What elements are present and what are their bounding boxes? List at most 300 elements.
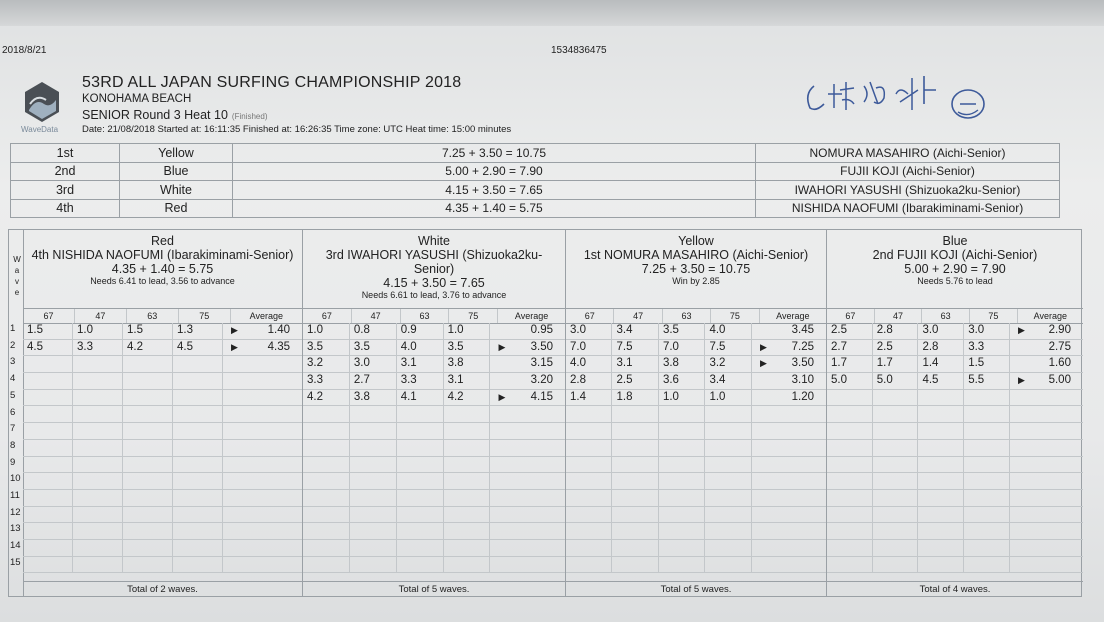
judge-score [566,523,612,539]
wave-row [566,323,826,340]
judge-score [123,557,173,573]
wave-row [23,457,302,474]
judge-score [303,406,350,422]
wave-average [752,473,826,489]
wave-rows [23,323,302,573]
judge-score [123,457,173,473]
judge-score [873,557,919,573]
athlete-column-white [303,230,566,596]
judge-score: 3.4 [612,323,658,339]
judge-score [827,473,873,489]
judge-score [173,490,223,506]
wave-average: ▶ 4.15 [490,390,565,406]
wave-row [23,523,302,540]
judge-score: 4.5 [918,373,964,389]
judge-score [566,440,612,456]
judge-score [123,523,173,539]
wave-number: 12 [10,506,21,518]
judge-score [918,406,964,422]
wave-row [303,356,565,373]
judge-score [350,523,397,539]
wave-average [223,523,302,539]
wave-number: 2 [10,339,16,351]
judge-score [918,507,964,523]
judge-score [705,540,751,556]
judge-score [612,523,658,539]
wave-average: 3.45 [791,324,815,336]
wave-row [566,457,826,474]
judge-score [918,440,964,456]
counted-wave-arrow-icon: ▶ [1017,375,1025,386]
judge-score [23,540,73,556]
wave-average [223,423,302,439]
judge-score: 3.3 [964,340,1010,356]
judge-score: 1.0 [73,323,123,339]
judge-score [73,457,123,473]
judge-score: 1.4 [566,390,612,406]
athlete-score: 5.00 + 2.90 = 7.90 [904,262,1006,276]
judge-score [659,523,705,539]
judge-score [705,490,751,506]
judge-header-row [566,308,826,324]
wave-number: 6 [10,406,16,418]
round-label: SENIOR Round 3 Heat 10 [82,108,228,122]
wave-average [752,523,826,539]
wave-row [827,473,1083,490]
wave-row [827,323,1083,340]
wave-row [566,540,826,557]
judge-score [303,540,350,556]
judge-score [873,440,919,456]
wave-average [490,557,565,573]
counted-wave-arrow-icon: ▶ [759,358,767,369]
wave-label-letter: e [14,288,20,297]
wave-average [752,490,826,506]
wave-row [566,423,826,440]
wave-average [490,490,565,506]
judge-score: 3.0 [350,356,397,372]
judge-score [566,557,612,573]
judge-score [397,440,444,456]
wave-row [827,523,1083,540]
judge-score [873,390,919,406]
counted-wave-arrow-icon: ▶ [498,341,506,352]
judge-score: 3.5 [350,340,397,356]
summary-name: FUJII KOJI (Aichi-Senior) [756,162,1060,181]
wave-row [566,523,826,540]
wave-average: ▶ 1.40 [223,323,302,339]
wave-row [566,473,826,490]
judge-score: 1.0 [705,390,751,406]
judge-score [659,507,705,523]
waves-total: Total of 5 waves. [303,581,565,596]
judge-score [964,473,1010,489]
judge-score [397,557,444,573]
athlete-note: Needs 6.61 to lead, 3.76 to advance [361,290,507,300]
judge-score: 4.0 [397,340,444,356]
judge-score [659,440,705,456]
wave-row [303,457,565,474]
judge-score [659,490,705,506]
wave-average [490,457,565,473]
wave-average [752,423,826,439]
wave-average [752,406,826,422]
event-title: 53RD ALL JAPAN SURFING CHAMPIONSHIP 2018 [82,74,462,91]
judge-score [123,406,173,422]
judge-score [444,557,491,573]
summary-color: Blue [120,162,233,181]
wave-label-letter: v [15,277,19,286]
judge-score [303,457,350,473]
judge-score [23,473,73,489]
counted-wave-arrow-icon: ▶ [759,341,767,352]
summary-score: 7.25 + 3.50 = 10.75 [233,144,756,163]
summary-row [11,162,1060,181]
judge-score [350,440,397,456]
wave-average [490,440,565,456]
judge-score: 3.6 [659,373,705,389]
judge-score: 3.5 [303,340,350,356]
judge-score [964,440,1010,456]
judge-score: 1.8 [612,390,658,406]
judge-score [303,423,350,439]
counted-wave-arrow-icon: ▶ [498,391,506,402]
round-heat [82,108,268,122]
wave-average [223,473,302,489]
judge-score [873,406,919,422]
wave-number: 10 [10,473,21,485]
judge-score [173,507,223,523]
judge-score [918,390,964,406]
judge-score [918,490,964,506]
judge-score: 4.5 [173,340,223,356]
judge-score: 2.7 [350,373,397,389]
athlete-note: Needs 6.41 to lead, 3.56 to advance [90,276,235,286]
judge-score [566,490,612,506]
judge-score [23,457,73,473]
wave-average [223,457,302,473]
judge-score: 5.5 [964,373,1010,389]
judge-score [397,523,444,539]
wave-row [23,340,302,357]
wave-row [23,440,302,457]
status-label: (Finished) [231,112,268,121]
wave-average: 2.75 [1048,340,1071,353]
judge-score: 3.1 [397,356,444,372]
wave-average: 3.15 [530,357,554,370]
judge-score [873,423,919,439]
wave-number: 1 [10,323,16,334]
judge-score [827,490,873,506]
judge-score [659,423,705,439]
judge-score: 2.5 [827,323,873,339]
judge-score [918,557,964,573]
wave-average [223,406,302,422]
judge-score [73,540,123,556]
waves-total: Total of 4 waves. [827,581,1083,596]
judge-header: 63 [922,309,970,323]
judge-score: 2.8 [918,340,964,356]
wave-row [303,557,565,574]
judge-score [873,523,919,539]
wave-number-column [9,230,24,596]
wave-average [223,373,302,389]
summary-place: 2nd [11,162,120,181]
judge-score [918,523,964,539]
wave-average [752,557,826,573]
wave-number: 15 [10,556,21,568]
wave-average [223,490,302,506]
wave-row [827,457,1083,474]
wave-row [303,340,565,357]
judge-score: 4.2 [444,390,491,406]
judge-score: 1.4 [918,356,964,372]
top-edge [0,0,1104,26]
judge-score [73,523,123,539]
judge-score [397,423,444,439]
wave-average [490,406,565,422]
judge-header: 47 [352,309,401,323]
judge-score [964,507,1010,523]
wave-average [1010,540,1083,556]
judge-score [444,423,491,439]
judge-score: 1.3 [173,323,223,339]
judge-score [397,457,444,473]
summary-color: Red [120,199,233,218]
judge-score [173,356,223,372]
wave-average [490,523,565,539]
wave-average [223,356,302,372]
judge-score [397,507,444,523]
judge-score [964,423,1010,439]
judge-score [566,473,612,489]
athlete-header [827,230,1083,310]
judge-score [303,507,350,523]
wave-number: 7 [10,423,16,435]
judge-score: 1.0 [659,390,705,406]
judge-score: 1.5 [123,323,173,339]
athlete-name: 1st NOMURA MASAHIRO (Aichi-Senior) [583,248,809,262]
wave-average [223,507,302,523]
judge-header: Average [1033,311,1068,321]
judge-score [873,457,919,473]
wave-row [303,406,565,423]
wave-average: ▶ 3.50 [490,340,565,356]
judge-score: 2.5 [873,340,919,356]
judge-score: 1.5 [23,323,73,339]
wave-row [827,406,1083,423]
judge-score: 0.9 [397,323,444,339]
judge-header: 47 [875,309,923,323]
wave-average: ▶ 3.50 [752,356,826,372]
judge-score: 3.8 [444,356,491,372]
summary-color: Yellow [120,144,233,163]
judge-score [123,507,173,523]
judge-score [612,457,658,473]
judge-header: Average [776,311,810,321]
judge-score [397,540,444,556]
judge-score [827,406,873,422]
judge-score [73,473,123,489]
judge-score [964,390,1010,406]
judge-score [705,557,751,573]
wave-average: 3.20 [530,374,554,387]
judge-score: 4.1 [397,390,444,406]
judge-score: 5.0 [827,373,873,389]
judge-score [23,373,73,389]
summary-color: White [120,181,233,200]
judge-score: 0.8 [350,323,397,339]
wave-average: ▶ 4.35 [223,340,302,356]
wave-average [223,557,302,573]
judge-score: 1.0 [444,323,491,339]
wave-row [827,490,1083,507]
judge-score: 7.0 [659,340,705,356]
judge-score [444,440,491,456]
judge-score [444,523,491,539]
judge-score: 3.2 [705,356,751,372]
judge-score [612,507,658,523]
judge-score [123,373,173,389]
logo-caption: WaveData [21,125,59,134]
judge-header: 67 [566,309,614,323]
athlete-column-yellow [566,230,827,596]
wave-average [223,390,302,406]
athlete-score: 7.25 + 3.50 = 10.75 [641,262,751,276]
judge-score: 4.2 [303,390,350,406]
wave-row [827,440,1083,457]
wave-row [303,423,565,440]
wave-average [223,540,302,556]
judge-score [23,440,73,456]
judge-score [964,457,1010,473]
summary-row [11,199,1060,218]
judge-score [73,356,123,372]
judge-header: Average [249,311,284,321]
wave-row [303,507,565,524]
judge-score [659,557,705,573]
judge-header: 67 [303,309,352,323]
summary-score: 4.15 + 3.50 = 7.65 [233,181,756,200]
judge-score [444,473,491,489]
judge-score [827,540,873,556]
judge-score [918,423,964,439]
judge-score: 4.5 [23,340,73,356]
judge-score [444,490,491,506]
judge-score [827,507,873,523]
judge-score [612,440,658,456]
wave-rows [303,323,565,573]
judge-score [964,490,1010,506]
wave-row [303,373,565,390]
judge-score [918,540,964,556]
athlete-score: 4.15 + 3.50 = 7.65 [383,276,485,290]
wave-row [566,390,826,407]
judge-score [918,457,964,473]
wave-row [23,490,302,507]
judge-score [444,457,491,473]
wave-row [23,356,302,373]
judge-score: 3.1 [612,356,658,372]
judge-score [123,440,173,456]
wave-rows [566,323,826,573]
judge-score [964,523,1010,539]
wave-average [752,457,826,473]
wave-row [827,340,1083,357]
judge-score [827,423,873,439]
athlete-note: Needs 5.76 to lead [917,276,993,286]
judge-score [827,557,873,573]
wave-average [752,507,826,523]
athlete-note: Win by 2.85 [672,276,720,286]
judge-score [827,440,873,456]
wave-average: ▶ 2.90 [1010,323,1083,339]
judge-score [350,507,397,523]
judge-score [303,490,350,506]
judge-score: 4.2 [123,340,173,356]
wave-average [752,440,826,456]
wave-average [1010,457,1083,473]
wave-number: 14 [10,540,21,552]
wave-row [566,373,826,390]
judge-score: 2.7 [827,340,873,356]
judge-score [173,440,223,456]
judge-header-row [23,308,302,324]
wave-row [303,473,565,490]
judge-score [566,540,612,556]
judge-score [566,423,612,439]
judge-score [612,557,658,573]
judge-score [350,473,397,489]
wave-row [566,356,826,373]
summary-row [11,181,1060,200]
judge-score [659,457,705,473]
waves-total: Total of 5 waves. [566,581,826,596]
judge-score [350,490,397,506]
judge-score [444,406,491,422]
judge-score: 3.3 [397,373,444,389]
judge-score [659,540,705,556]
judge-score [123,356,173,372]
wave-row [566,490,826,507]
judge-score [873,507,919,523]
judge-score: 7.5 [612,340,658,356]
judge-score [303,440,350,456]
wave-row [303,390,565,407]
judge-score [73,406,123,422]
judge-score [659,406,705,422]
wave-average: 0.95 [530,324,554,336]
wave-row [23,423,302,440]
judge-score [350,423,397,439]
judge-score [397,406,444,422]
judge-header: 47 [614,309,662,323]
wave-average: ▶ 7.25 [752,340,826,356]
wave-row [827,373,1083,390]
judge-score [303,557,350,573]
wavedata-logo-icon [22,80,62,124]
wave-row [827,356,1083,373]
wave-number: 9 [10,456,16,468]
judge-header: 47 [75,309,127,323]
judge-score: 7.5 [705,340,751,356]
judge-score [173,406,223,422]
counted-wave-arrow-icon: ▶ [1017,325,1025,335]
judge-score [73,390,123,406]
judge-score [397,473,444,489]
jersey-color: Blue [942,234,968,248]
jersey-color: Red [151,234,174,248]
